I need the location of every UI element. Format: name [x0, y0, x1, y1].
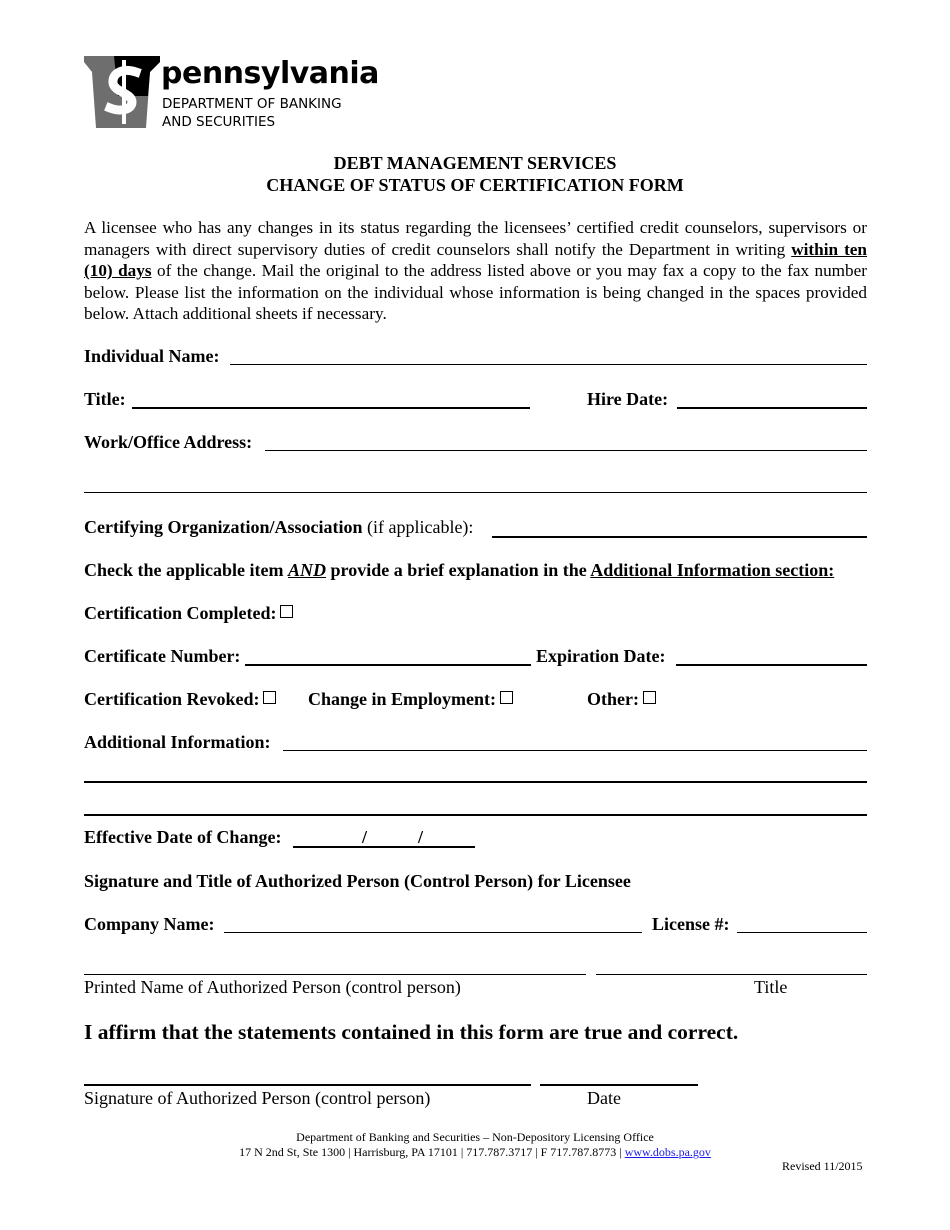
change-employment-checkbox[interactable] — [500, 691, 513, 704]
expiration-date-field[interactable] — [676, 664, 867, 666]
deadline-emphasis: within ten (10) days — [84, 239, 867, 281]
affirmation-statement: I affirm that the statements contained in this form are true and correct. — [84, 1020, 739, 1044]
individual-name-label: Individual Name: — [84, 346, 220, 366]
form-title-line2: CHANGE OF STATUS OF CERTIFICATION FORM — [266, 175, 684, 195]
work-address-label: Work/Office Address: — [84, 432, 253, 452]
individual-name-field[interactable] — [230, 364, 867, 365]
cert-org-label: Certifying Organization/Association (if applicable): — [84, 517, 474, 537]
intro-paragraph: A licensee who has any changes in its status regarding the licensees’ certified credit counselors, supervisors or managers with direct supervisory duties of credit counselors shall notify the Department in writing within ten (10) days of the change. Mail the original to the address listed above or you may fax a copy to the fax number below. Please list the information on the individual whose information is being changed in the spaces provided below. Attach additional sheets if necessary. — [84, 218, 867, 324]
title-label: Title: — [84, 389, 126, 409]
form-title-line1: DEBT MANAGEMENT SERVICES — [333, 153, 617, 173]
signature-field[interactable] — [84, 1084, 531, 1086]
work-address-field[interactable] — [265, 450, 867, 451]
keystone-logo-icon — [84, 56, 160, 130]
work-address-field-line2[interactable] — [84, 492, 867, 493]
change-employment-row: Change in Employment: — [308, 689, 513, 710]
additional-info-label: Additional Information: — [84, 732, 271, 752]
logo-department-line2: AND SECURITIES — [162, 114, 276, 130]
cert-number-field[interactable] — [245, 664, 531, 666]
printed-name-field[interactable] — [84, 974, 586, 975]
cert-completed-row: Certification Completed: — [84, 603, 293, 624]
additional-info-line2[interactable] — [84, 781, 867, 783]
footer-office: Department of Banking and Securities – Non-Depository Licensing Office — [296, 1130, 654, 1144]
footer-address: 17 N 2nd St, Ste 1300 | Harrisburg, PA 17101 | 717.787.3717 | F 717.787.8773 | www.dobs.pa.gov — [239, 1145, 711, 1159]
license-number-label: License #: — [652, 914, 730, 934]
other-row: Other: — [587, 689, 656, 710]
effective-date-field[interactable] — [293, 846, 475, 848]
effective-date-label: Effective Date of Change: — [84, 827, 282, 847]
logo-name: pennsylvania — [161, 56, 379, 91]
date-separator-1: / — [362, 827, 368, 847]
signature-heading: Signature and Title of Authorized Person (Control Person) for Licensee — [84, 871, 631, 891]
cert-revoked-checkbox[interactable] — [263, 691, 276, 704]
additional-info-line3[interactable] — [84, 814, 867, 816]
license-number-field[interactable] — [737, 932, 867, 933]
website-link[interactable]: www.dobs.pa.gov — [624, 1145, 711, 1159]
other-checkbox[interactable] — [643, 691, 656, 704]
date-separator-2: / — [418, 827, 424, 847]
hire-date-field[interactable] — [677, 407, 867, 409]
cert-revoked-row: Certification Revoked: — [84, 689, 276, 710]
company-name-label: Company Name: — [84, 914, 215, 934]
title-caption: Title — [754, 977, 788, 997]
logo-department-line1: DEPARTMENT OF BANKING — [162, 96, 342, 112]
date-caption: Date — [587, 1088, 621, 1108]
expiration-date-label: Expiration Date: — [536, 646, 666, 666]
signature-caption: Signature of Authorized Person (control person) — [84, 1088, 431, 1108]
additional-info-field[interactable] — [283, 750, 867, 751]
company-name-field[interactable] — [224, 932, 642, 933]
signature-date-field[interactable] — [540, 1084, 698, 1086]
cert-number-label: Certificate Number: — [84, 646, 241, 666]
cert-org-field[interactable] — [492, 536, 867, 538]
hire-date-label: Hire Date: — [587, 389, 669, 409]
check-instruction: Check the applicable item AND provide a brief explanation in the Additional Information section: — [84, 560, 835, 580]
revised-date: Revised 11/2015 — [782, 1159, 863, 1173]
printed-name-caption: Printed Name of Authorized Person (control person) — [84, 977, 461, 997]
cert-completed-checkbox[interactable] — [280, 605, 293, 618]
printed-title-field[interactable] — [596, 974, 867, 975]
title-field[interactable] — [132, 407, 530, 409]
